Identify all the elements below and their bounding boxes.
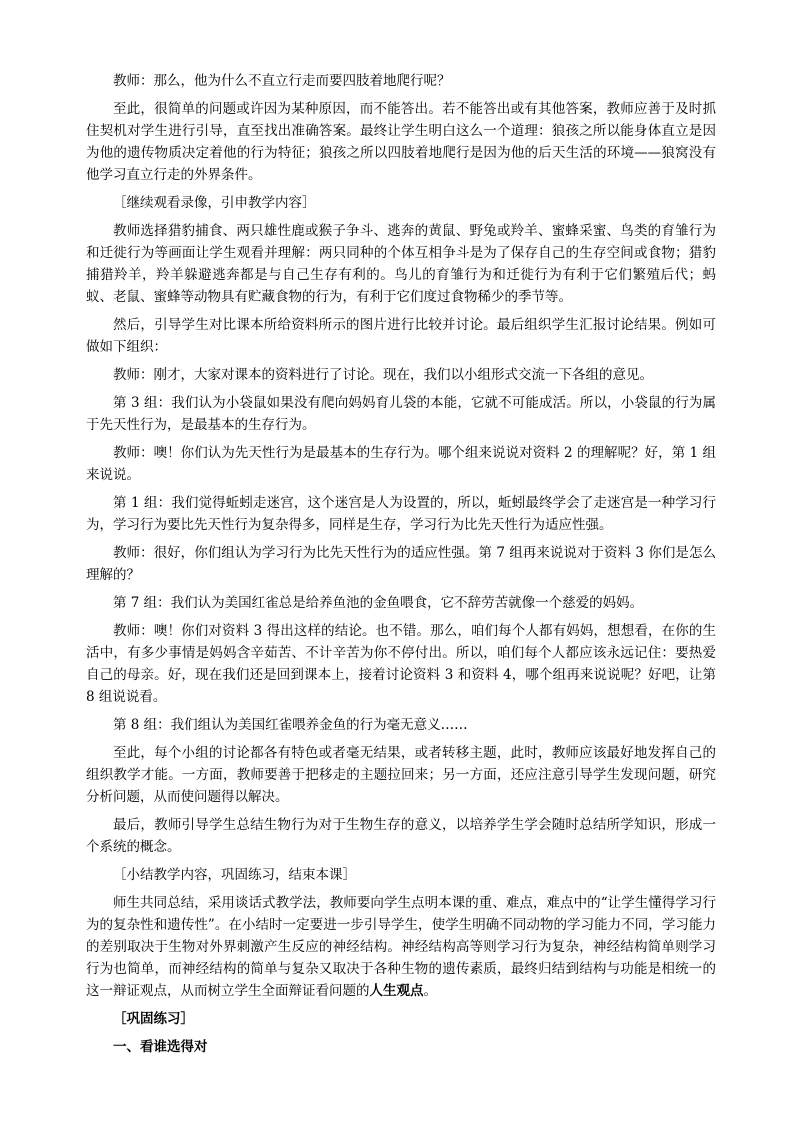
paragraph-1: 教师：那么，他为什么不直立行走而要四肢着地爬行呢？	[113, 73, 451, 89]
section-heading-continue: ［继续观看录像，引申教学内容］	[113, 195, 316, 211]
paragraph-7: 教师：噢！你们认为先天性行为是最基本的生存行为。哪个组来说说对资料 2 的理解呢？好，第 1 组来说说。	[86, 445, 716, 483]
paragraph-8: 第 1 组：我们觉得蚯蚓走迷宫，这个迷宫是人为设置的，所以，蚯蚓最终学会了走迷宫是一种学习行为，学习行为要比先天性行为复杂得多，同样是生存，学习行为比先天性行为适应性强。	[86, 495, 716, 533]
exercise-heading: ［巩固练习］	[113, 1011, 194, 1027]
paragraph-13: 至此，每个小组的讨论都各有特色或者毫无结果，或者转移主题，此时，教师应该最好地发挥自己的组织教学才能。一方面，教师要善于把移走的主题拉回来；另一方面，还应注意引导学生发现问题，研究分析问题，从而使问题得以解决。	[86, 745, 716, 805]
paragraph-14: 最后，教师引导学生总结生物行为对于生物生存的意义，以培养学生学会随时总结所学知识，形成一个系统的概念。	[86, 817, 716, 855]
paragraph-5: 教师：刚才，大家对课本的资料进行了讨论。现在，我们以小组形式交流一下各组的意见。	[113, 367, 653, 383]
paragraph-9: 教师：很好，你们组认为学习行为比先天性行为的适应性强。第 7 组再来说说对于资料 3 你们是怎么理解的？	[86, 545, 716, 583]
summary-paragraph	[86, 892, 716, 1002]
paragraph-6: 第 3 组：我们认为小袋鼠如果没有爬向妈妈育儿袋的本能，它就不可能成活。所以，小袋鼠的行为属于先天性行为，是最基本的生存行为。	[86, 395, 716, 433]
paragraph-10: 第 7 组：我们认为美国红雀总是给养鱼池的金鱼喂食，它不辞劳苦就像一个慈爱的妈妈。	[113, 595, 644, 611]
summary-bold-term: 人生观点	[369, 983, 424, 999]
paragraph-12: 第 8 组：我们组认为美国红雀喂养金鱼的行为毫无意义……	[113, 717, 468, 733]
paragraph-4: 然后，引导学生对比课本所给资料所示的图片进行比较并讨论。最后组织学生汇报讨论结果。例如可做如下组织：	[86, 317, 716, 355]
paragraph-11: 教师：噢！你们对资料 3 得出这样的结论。也不错。那么，咱们每个人都有妈妈，想想看，在你的生活中，有多少事情是妈妈含辛茹苦、不计辛苦为你不停付出。所以，咱们每个人都应该永远记住：要热爱自己的母亲。好，现在我们还是回到课本上，接着讨论资料 3 和资料 4，哪个组再来说说呢？好吧，让第 8 组说说看。	[86, 623, 716, 705]
exercise-subheading: 一、看谁选得对	[113, 1039, 208, 1055]
paragraph-2: 至此，很简单的问题或许因为某种原因，而不能答出。若不能答出或有其他答案，教师应善于及时抓住契机对学生进行引导，直至找出准确答案。最终让学生明白这么一个道理：狼孩之所以能身体直立是因为他的遗传物质决定着他的行为特征；狼孩之所以四肢着地爬行是因为他的后天生活的环境——狼窝没有他学习直立行走的外界条件。	[86, 101, 716, 183]
summary-end: 。	[423, 983, 437, 999]
document-page	[86, 70, 716, 1064]
section-heading-summary: ［小结教学内容，巩固练习，结束本课］	[113, 867, 356, 883]
summary-text: 师生共同总结，采用谈话式教学法，教师要向学生点明本课的重、难点，难点中的“让学生懂得学习行为的复杂性和遗传性”。在小结时一定要进一步引导学生，使学生明确不同动物的学习能力不同，学习能力的差别取决于生物对外界刺激产生反应的神经结构。神经结构高等则学习行为复杂，神经结构简单则学习行为也简单，而神经结构的简单与复杂又取决于各种生物的遗传素质，最终归结到结构与功能是相统一的这一辩证观点，从而树立学生全面辩证看问题的	[86, 895, 716, 999]
paragraph-3: 教师选择猎豹捕食、两只雄性鹿或猴子争斗、逃奔的黄鼠、野兔或羚羊、蜜蜂采蜜、鸟类的育雏行为和迁徙行为等画面让学生观看并理解：两只同种的个体互相争斗是为了保存自己的生存空间或食物；猎豹捕猎羚羊，羚羊躲避逃奔都是与自己生存有利的。鸟儿的育雏行为和迁徙行为有利于它们繁殖后代；蚂蚁、老鼠、蜜蜂等动物具有贮藏食物的行为，有利于它们度过食物稀少的季节等。	[86, 223, 716, 305]
